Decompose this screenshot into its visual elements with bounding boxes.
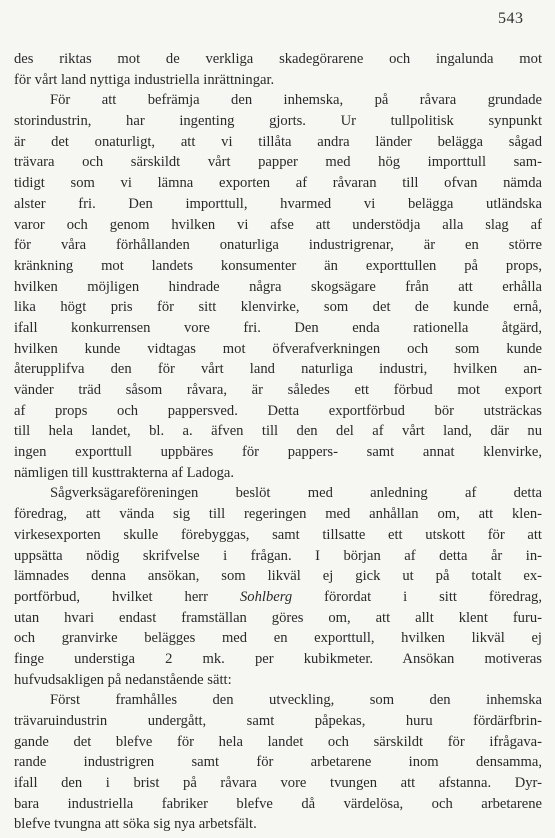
text-line <box>14 49 542 70</box>
text-line <box>14 70 542 91</box>
text-line <box>14 277 542 298</box>
text-line-content: Först framhålles den utveckling, som den inhemska <box>50 692 542 709</box>
text-line <box>14 690 542 711</box>
text-line-content: för våra förhållanden onaturliga industrigrenar, är en större <box>14 237 542 254</box>
text-line <box>14 152 542 173</box>
text-line-content: förordat i sitt föredrag, <box>292 588 542 605</box>
text-line-content: varor och genom hvilken vi afse att understödja alla slag af <box>14 216 542 233</box>
text-line <box>14 235 542 256</box>
text-line <box>14 814 542 835</box>
text-line-content: portförbud, hvilket herr <box>14 588 240 605</box>
text-line-content: finge understiga 2 mk. per kubikmeter. Ansökan motiveras <box>14 650 542 667</box>
text-line <box>14 773 542 794</box>
page-number: 543 <box>498 10 524 27</box>
text-line-content: ifall den i brist på råvara vore tvungen att afstanna. Dyr- <box>14 775 542 792</box>
text-line-content: för vårt land nyttiga industriella inrättningar. <box>14 71 275 88</box>
text-line <box>14 318 542 339</box>
text-line <box>14 587 542 608</box>
text-line-content: är det onaturligt, att vi tillåta andra länder belägga sågad <box>14 133 542 150</box>
text-line-content: återupplifva den för vårt land naturliga industri, hvilken an- <box>14 361 542 378</box>
text-line-content: Sågverksägareföreningen beslöt med anledning af detta <box>50 485 542 502</box>
text-line <box>14 256 542 277</box>
text-line-content: alster fri. Den importtull, hvarmed vi belägga utländska <box>14 195 542 212</box>
text-line-content: kränkning mot landets konsumenter än exporttullen på props, <box>14 257 542 274</box>
text-line <box>14 483 542 504</box>
text-line <box>14 173 542 194</box>
text-line <box>14 504 542 525</box>
text-line-content: des riktas mot de verkliga skadegörarene och ingalunda mot <box>14 51 542 67</box>
text-line <box>14 339 542 360</box>
text-line <box>14 90 542 111</box>
text-line-content: och granvirke belägges med en exporttull, hvilken likväl ej <box>14 630 542 647</box>
text-line-content: föredrag, att vända sig till regeringen med anhållan om, att klen- <box>14 506 542 523</box>
text-line-content: trävaruindustrin undergått, samt påpekas, huru fördärfbrin- <box>14 713 542 729</box>
text-line-content: ifall konkurrensen vore fri. Den enda rationella åtgärd, <box>14 319 542 336</box>
text-line <box>14 752 542 773</box>
text-line <box>14 566 542 587</box>
text-line <box>14 463 542 484</box>
text-line <box>14 525 542 546</box>
text-line-content: bara industriella fabriker blefve då värdelösa, och arbetarene <box>14 795 542 812</box>
text-line <box>14 608 542 629</box>
text-line <box>14 546 542 567</box>
text-line <box>14 421 542 442</box>
text-line <box>14 794 542 815</box>
text-line-content: blefve tvungna att söka sig nya arbetsfält. <box>14 816 257 833</box>
text-line-content: trävara och särskildt vårt papper med hög importtull sam- <box>14 154 542 171</box>
text-line-content: tidigt som vi lämna exporten af råvaran till ofvan nämda <box>14 175 542 192</box>
person-name: Sohlberg <box>240 588 293 605</box>
text-line-content: För att befrämja den inhemska, på råvara grundade <box>50 92 542 109</box>
text-line <box>14 628 542 649</box>
text-line <box>14 297 542 318</box>
text-line-content: till hela landet, bl. a. äfven till den del af vårt land, där nu <box>14 423 542 440</box>
text-line-content: hufvudsakligen på nedanstående sätt: <box>14 671 232 688</box>
text-line <box>14 401 542 422</box>
text-line-content: lämnades denna ansökan, som likväl ej gick ut på totalt ex- <box>14 568 542 585</box>
text-line <box>14 380 542 401</box>
text-line <box>14 215 542 236</box>
text-line <box>14 132 542 153</box>
text-line-content: af props och pappersved. Detta exportförbud bör utsträckas <box>14 402 542 419</box>
text-line-content: hvilken möjligen hindrade några skogsägare från att erhålla <box>14 278 542 295</box>
text-line-content: rande industrigren samt för arbetarene inom densamma, <box>14 754 542 771</box>
text-line <box>14 732 542 753</box>
text-line-content: vänder träd såsom råvara, är således ett förbud mot export <box>14 382 542 398</box>
text-line-content: gande det blefve för hela landet och särskildt för ifrågava- <box>14 733 542 750</box>
text-line-content: hvilken kunde vidtagas mot öfverafverkningen och som kunde <box>14 340 542 357</box>
text-line <box>14 670 542 691</box>
text-line <box>14 442 542 463</box>
text-line <box>14 194 542 215</box>
text-line-content: uppsätta nödig skrifvelse i frågan. I början af detta år in- <box>14 547 542 564</box>
text-line <box>14 649 542 670</box>
text-line-content: nämligen till kusttrakterna af Ladoga. <box>14 464 235 481</box>
text-line-content: ingen exporttull uppbäres för pappers- samt annat klenvirke, <box>14 444 542 461</box>
text-line-content: storindustrin, har ingenting gjorts. Ur tullpolitisk synpunkt <box>14 113 542 130</box>
text-line <box>14 111 542 132</box>
body-text <box>14 49 542 835</box>
text-line-content: utan hvari endast framställan göres om, att allt klent furu- <box>14 609 542 626</box>
text-line-content: virkesexporten skulle förebyggas, samt tillsatte ett utskott för att <box>14 526 542 543</box>
text-line <box>14 359 542 380</box>
text-line-content: lika högt pris för sitt klenvirke, som det de kunde ernå, <box>14 299 542 316</box>
text-line <box>14 711 542 732</box>
